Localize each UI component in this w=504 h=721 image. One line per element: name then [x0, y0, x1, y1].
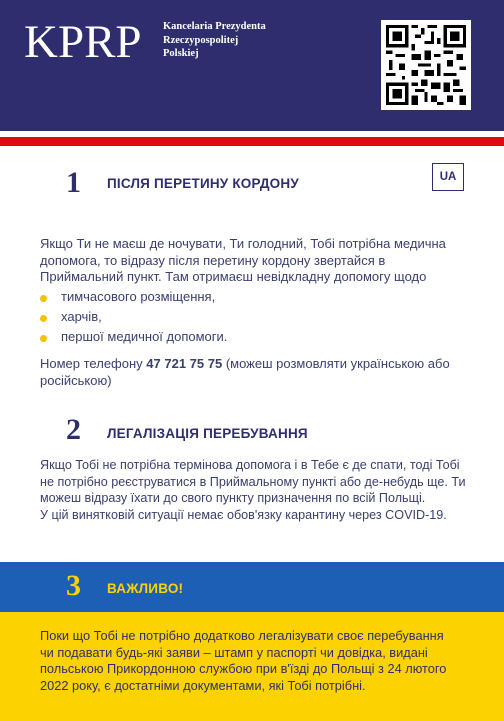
section3-title: ВАЖЛИВО!	[107, 581, 184, 596]
org-line: Rzeczypospolitej	[163, 34, 239, 46]
text-line: Якщо Тобі не потрібна термінова допомога і в Тебе є де спати, тоді Тобі	[40, 458, 460, 472]
organization-name	[163, 20, 266, 61]
flag-stripe-red	[0, 137, 504, 146]
text-line: Якщо Ти не маєш де ночувати, Ти голодний, Тобі потрібна медична	[40, 236, 446, 251]
kprp-logo: KPRP	[24, 16, 142, 68]
phone-label: Номер телефону	[40, 356, 143, 371]
bullet-icon	[40, 315, 47, 322]
text-line: допомога, то відразу після перетину кордону звертайся в	[40, 252, 386, 268]
list-item-text: тимчасового розміщення,	[61, 289, 216, 304]
text-line: У цій винятковій ситуації немає обов'язку карантину через COVID-19.	[40, 507, 447, 522]
phone-info	[40, 355, 450, 389]
section2-title: ЛЕГАЛІЗАЦІЯ ПЕРЕБУВАННЯ	[107, 426, 308, 441]
section2-body	[40, 457, 466, 523]
text-line: не потрібно реєструватися в Приймальному пункті або де-небудь ще. Ти	[40, 474, 466, 489]
section2-number: 2	[66, 413, 81, 446]
phone-number[interactable]: 47 721 75 75	[146, 356, 223, 371]
org-line: Kancelaria Prezydenta	[163, 21, 266, 32]
section1-intro	[40, 236, 446, 286]
section3-number: 3	[66, 569, 81, 602]
text-line: польською Прикордонною службою при в'їзді до Польщі з 24 лютого	[40, 661, 447, 676]
list-item-text: першої медичної допомоги.	[61, 329, 228, 344]
language-badge: UA	[432, 163, 464, 191]
section1-number: 1	[66, 166, 81, 199]
phone-note-line2: російською)	[40, 373, 112, 388]
org-line: Polskiej	[163, 48, 199, 59]
text-line: 2022 року, є достатніми документами, які Тобі потрібні.	[40, 677, 366, 693]
help-list	[40, 287, 227, 347]
list-item-text: харчів,	[61, 309, 102, 324]
bullet-icon	[40, 295, 47, 302]
header-banner	[0, 0, 504, 131]
phone-note: (можеш розмовляти українською або	[225, 356, 450, 371]
text-line: можеш відразу їхати до свого пункту призначення по всій Польщі.	[40, 491, 426, 505]
list-item	[40, 307, 227, 327]
section1-title: ПІСЛЯ ПЕРЕТИНУ КОРДОНУ	[107, 176, 299, 191]
qr-code-icon[interactable]	[381, 20, 471, 110]
text-line: Поки що Тобі не потрібно додатково легалізувати своє перебування	[40, 628, 444, 643]
bullet-icon	[40, 335, 47, 342]
list-item	[40, 327, 227, 347]
text-line: чи подавати будь-які заяви – штамп у паспорті чи довідка, видані	[40, 644, 428, 660]
section3-body	[40, 628, 446, 694]
list-item	[40, 287, 227, 307]
text-line: Приймальний пункт. Там отримаєш невідкладну допомогу щодо	[40, 269, 427, 284]
phone-line	[40, 355, 450, 372]
